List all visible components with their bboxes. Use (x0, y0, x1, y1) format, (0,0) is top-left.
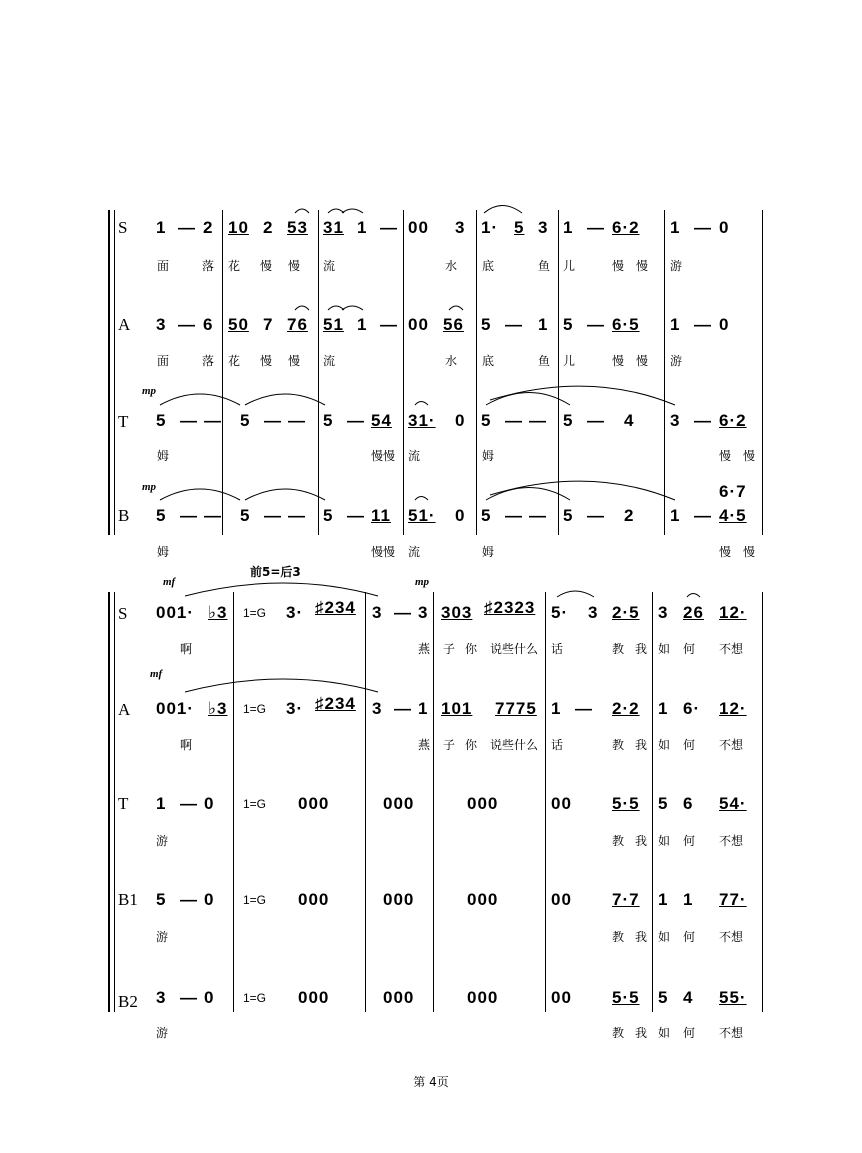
note: — (587, 506, 605, 525)
slur (484, 206, 522, 214)
note: — (264, 411, 282, 430)
note: 0 (204, 988, 215, 1007)
note: 5 (156, 890, 167, 909)
note: — (288, 411, 306, 430)
note: — (505, 315, 523, 334)
note: ♭3 (208, 603, 228, 622)
lyric: 何 (683, 930, 696, 944)
note: 0 (719, 218, 730, 237)
note: 6 (203, 315, 214, 334)
part-label-bass: B (118, 506, 130, 525)
note: 50 (228, 315, 249, 334)
note: ♯234 (315, 598, 356, 617)
lyric: 慢 (260, 259, 273, 273)
lyric: 流 (408, 449, 421, 463)
lyric: 燕 (418, 738, 431, 752)
slur (160, 394, 240, 405)
note: ♭3 (208, 699, 228, 718)
note: 3 (418, 603, 429, 622)
dynamic-mf: mf (150, 668, 163, 680)
key-signature: 1=G (243, 893, 267, 907)
lyric: 你 (465, 738, 478, 752)
note: ♯234 (315, 694, 356, 713)
lyric: 鱼 (538, 354, 551, 368)
lyric: 面 (157, 259, 170, 273)
note: 31· (408, 411, 436, 430)
note: 1 (670, 218, 681, 237)
note: 2 (624, 506, 635, 525)
lyric: 何 (683, 1026, 696, 1040)
dynamic-mp: mp (142, 385, 157, 397)
note: 10 (228, 218, 249, 237)
note: 6·2 (612, 218, 640, 237)
slur (490, 481, 675, 500)
note: — (347, 411, 365, 430)
note: 5 (658, 988, 669, 1007)
note: 1 (670, 315, 681, 334)
slur (490, 386, 675, 405)
slur (185, 679, 378, 692)
note: 1· (481, 218, 499, 237)
note: — (380, 315, 398, 334)
lyric: 话 (551, 642, 564, 656)
lyric: 不想 (719, 642, 744, 656)
note: 4 (624, 411, 635, 430)
lyric: 不想 (719, 930, 744, 944)
lyric: 面 (157, 354, 170, 368)
note: 3 (658, 603, 669, 622)
note: 5 (514, 218, 525, 237)
lyric: 教 (612, 642, 625, 656)
note: 3 (372, 699, 383, 718)
note: 6·7 (719, 482, 747, 501)
note: 5 (658, 794, 669, 813)
note: — (394, 699, 412, 718)
lyric: 落 (202, 259, 215, 273)
note: 7·7 (612, 890, 640, 909)
note: — (178, 218, 196, 237)
lyric: 儿 (563, 259, 576, 273)
lyric: 我 (635, 642, 648, 656)
lyric: 如 (658, 1026, 671, 1040)
note: 000 (467, 794, 499, 813)
lyric: 何 (683, 738, 696, 752)
slur (328, 306, 344, 310)
lyric: 姆 (157, 449, 170, 463)
note: 55· (719, 988, 747, 1007)
note: — (587, 411, 605, 430)
lyric: 流 (323, 354, 336, 368)
lyric: 儿 (563, 354, 576, 368)
note: — (587, 218, 605, 237)
lyric: 慢慢 (371, 449, 396, 463)
note: 0 (719, 315, 730, 334)
note: 2 (263, 218, 274, 237)
note: 2·2 (612, 699, 640, 718)
lyric: 不想 (719, 1026, 744, 1040)
lyric: 如 (658, 930, 671, 944)
note: 000 (383, 890, 415, 909)
note: 3 (156, 988, 167, 1007)
note: 1 (357, 315, 368, 334)
note: 3· (286, 699, 304, 718)
note: 53 (287, 218, 308, 237)
note: — (180, 988, 198, 1007)
lyric: 水 (445, 354, 458, 368)
lyric: 游 (156, 1026, 169, 1040)
lyric: 教 (612, 834, 625, 848)
note: 6·5 (612, 315, 640, 334)
note: 54 (371, 411, 392, 430)
note: 3 (156, 315, 167, 334)
lyric: 慢 (288, 259, 301, 273)
note: 5 (156, 506, 167, 525)
slur (486, 488, 570, 501)
note: — (347, 506, 365, 525)
note: — (575, 699, 593, 718)
lyric: 游 (670, 354, 683, 368)
note: — (178, 315, 196, 334)
slur (295, 209, 309, 213)
lyric: 如 (658, 738, 671, 752)
lyric: 慢 (636, 259, 649, 273)
note: 3· (286, 603, 304, 622)
note: 000 (383, 794, 415, 813)
note: — (505, 411, 523, 430)
note: 4 (683, 988, 694, 1007)
lyric: 教 (612, 738, 625, 752)
note: 000 (298, 890, 330, 909)
note: 6· (683, 699, 701, 718)
note: 51· (408, 506, 436, 525)
note: 56 (443, 315, 464, 334)
part-label-tenor: T (118, 794, 129, 813)
lyric: 话 (551, 738, 564, 752)
lyric: 底 (482, 354, 495, 368)
lyric: 子 (443, 738, 456, 752)
note: 5·5 (612, 988, 640, 1007)
slur (185, 583, 378, 596)
lyric: 我 (635, 834, 648, 848)
lyric: 我 (635, 1026, 648, 1040)
note: — (264, 506, 282, 525)
key-change-note: 前5=后3 (250, 565, 301, 579)
note: 76 (287, 315, 308, 334)
part-label-soprano: S (118, 604, 128, 623)
note: 000 (298, 794, 330, 813)
slur (415, 497, 428, 501)
note: 00 (551, 890, 572, 909)
lyric: 啊 (180, 738, 193, 752)
note: 1 (683, 890, 694, 909)
note: 000 (298, 988, 330, 1007)
lyric: 何 (683, 834, 696, 848)
note: 0 (455, 411, 466, 430)
lyric: 慢 (612, 259, 625, 273)
lyric: 花 (228, 259, 241, 273)
part-label-alto: A (118, 315, 131, 334)
note: 5 (481, 315, 492, 334)
lyric: 游 (670, 259, 683, 273)
lyric: 慢 (260, 354, 273, 368)
lyric: 落 (202, 354, 215, 368)
note: 5 (240, 411, 251, 430)
lyric: 不想 (719, 738, 744, 752)
note: 5 (481, 506, 492, 525)
lyric: 燕 (418, 642, 431, 656)
note: 303 (441, 603, 473, 622)
lyric: 慢 (719, 449, 732, 463)
lyric: 如 (658, 834, 671, 848)
note: ♯2323 (484, 598, 536, 617)
note: 5 (323, 411, 334, 430)
note: 3 (670, 411, 681, 430)
note: 3 (538, 218, 549, 237)
lyric: 我 (635, 930, 648, 944)
note: 00 (551, 794, 572, 813)
note: 7775 (495, 699, 537, 718)
lyric: 姆 (482, 449, 495, 463)
lyric: 流 (408, 545, 421, 559)
note: 00 (408, 315, 429, 334)
dynamic-mp: mp (415, 576, 430, 588)
key-signature: 1=G (243, 991, 267, 1005)
note: 1 (418, 699, 429, 718)
note: 001· (156, 699, 195, 718)
slur (415, 402, 428, 406)
note: 1 (357, 218, 368, 237)
lyric: 鱼 (538, 259, 551, 273)
lyric: 姆 (482, 545, 495, 559)
note: 00 (408, 218, 429, 237)
note: — (529, 411, 547, 430)
note: 7 (263, 315, 274, 334)
note: — (694, 411, 712, 430)
note: — (204, 506, 222, 525)
slur (328, 209, 344, 213)
note: 5 (323, 506, 334, 525)
note: 1 (156, 218, 167, 237)
note: 6 (683, 794, 694, 813)
note: 4·5 (719, 506, 747, 525)
note: — (180, 794, 198, 813)
slur (449, 306, 463, 310)
lyric: 说些什么 (490, 642, 539, 656)
note: 1 (658, 890, 669, 909)
note: — (529, 506, 547, 525)
note: — (505, 506, 523, 525)
lyric: 说些什么 (490, 738, 539, 752)
lyric: 你 (465, 642, 478, 656)
key-signature: 1=G (243, 797, 267, 811)
note: 1 (156, 794, 167, 813)
note: 00 (551, 988, 572, 1007)
part-label-alto: A (118, 700, 131, 719)
note: 31 (323, 218, 344, 237)
part-label-soprano: S (118, 218, 128, 237)
note: 0 (455, 506, 466, 525)
slur (342, 306, 363, 310)
note: 5 (481, 411, 492, 430)
note: 5·5 (612, 794, 640, 813)
note: 5· (551, 603, 569, 622)
note: 000 (467, 988, 499, 1007)
slur (245, 489, 325, 500)
lyric: 不想 (719, 834, 744, 848)
note: 3 (588, 603, 599, 622)
note: 5 (156, 411, 167, 430)
lyric: 花 (228, 354, 241, 368)
lyric: 啊 (180, 642, 193, 656)
note: — (694, 218, 712, 237)
lyric: 慢 (743, 545, 756, 559)
note: 2·5 (612, 603, 640, 622)
lyric: 姆 (157, 545, 170, 559)
dynamic-mf: mf (163, 576, 176, 588)
note: 1 (658, 699, 669, 718)
note: — (694, 315, 712, 334)
note: — (587, 315, 605, 334)
note: — (288, 506, 306, 525)
lyric: 教 (612, 1026, 625, 1040)
part-label-bass1: B1 (118, 890, 138, 909)
note: 2 (203, 218, 214, 237)
note: 101 (441, 699, 473, 718)
note: — (694, 506, 712, 525)
slur (342, 209, 363, 213)
lyric: 教 (612, 930, 625, 944)
note: 000 (383, 988, 415, 1007)
note: 5 (240, 506, 251, 525)
page-number: 第 4页 (413, 1075, 449, 1089)
note: 12· (719, 699, 747, 718)
lyric: 游 (156, 834, 169, 848)
lyric: 流 (323, 259, 336, 273)
note: 3 (372, 603, 383, 622)
lyric: 我 (635, 738, 648, 752)
note: 3 (455, 218, 466, 237)
note: 5 (563, 315, 574, 334)
note: — (380, 218, 398, 237)
note: — (394, 603, 412, 622)
slur (245, 394, 325, 405)
note: 5 (563, 506, 574, 525)
dynamic-mp: mp (142, 481, 157, 493)
lyric: 慢 (719, 545, 732, 559)
note: — (180, 411, 198, 430)
key-signature: 1=G (243, 702, 267, 716)
part-label-tenor: T (118, 412, 129, 431)
note: 11 (371, 506, 391, 525)
note: 26 (683, 603, 704, 622)
note: — (180, 890, 198, 909)
lyric: 底 (482, 259, 495, 273)
slur (486, 393, 570, 406)
lyric: 如 (658, 642, 671, 656)
lyric: 慢慢 (371, 545, 396, 559)
lyric: 慢 (612, 354, 625, 368)
note: 0 (204, 890, 215, 909)
slur (687, 594, 700, 598)
lyric: 何 (683, 642, 696, 656)
note: 001· (156, 603, 195, 622)
lyric: 子 (443, 642, 456, 656)
lyric: 水 (445, 259, 458, 273)
note: 0 (204, 794, 215, 813)
lyric: 慢 (636, 354, 649, 368)
slur (295, 306, 309, 310)
note: — (204, 411, 222, 430)
note: 54· (719, 794, 747, 813)
note: 000 (467, 890, 499, 909)
note: 1 (670, 506, 681, 525)
lyric: 慢 (288, 354, 301, 368)
note: 1 (563, 218, 574, 237)
note: 1 (551, 699, 562, 718)
note: 5 (563, 411, 574, 430)
note: 12· (719, 603, 747, 622)
note: 51 (323, 315, 344, 334)
lyric: 慢 (743, 449, 756, 463)
note: 77· (719, 890, 747, 909)
part-label-bass2: B2 (118, 992, 138, 1011)
slur (160, 489, 240, 500)
lyric: 游 (156, 930, 169, 944)
slur (557, 591, 594, 597)
note: — (180, 506, 198, 525)
note: 1 (538, 315, 549, 334)
note: 6·2 (719, 411, 747, 430)
key-signature: 1=G (243, 606, 267, 620)
